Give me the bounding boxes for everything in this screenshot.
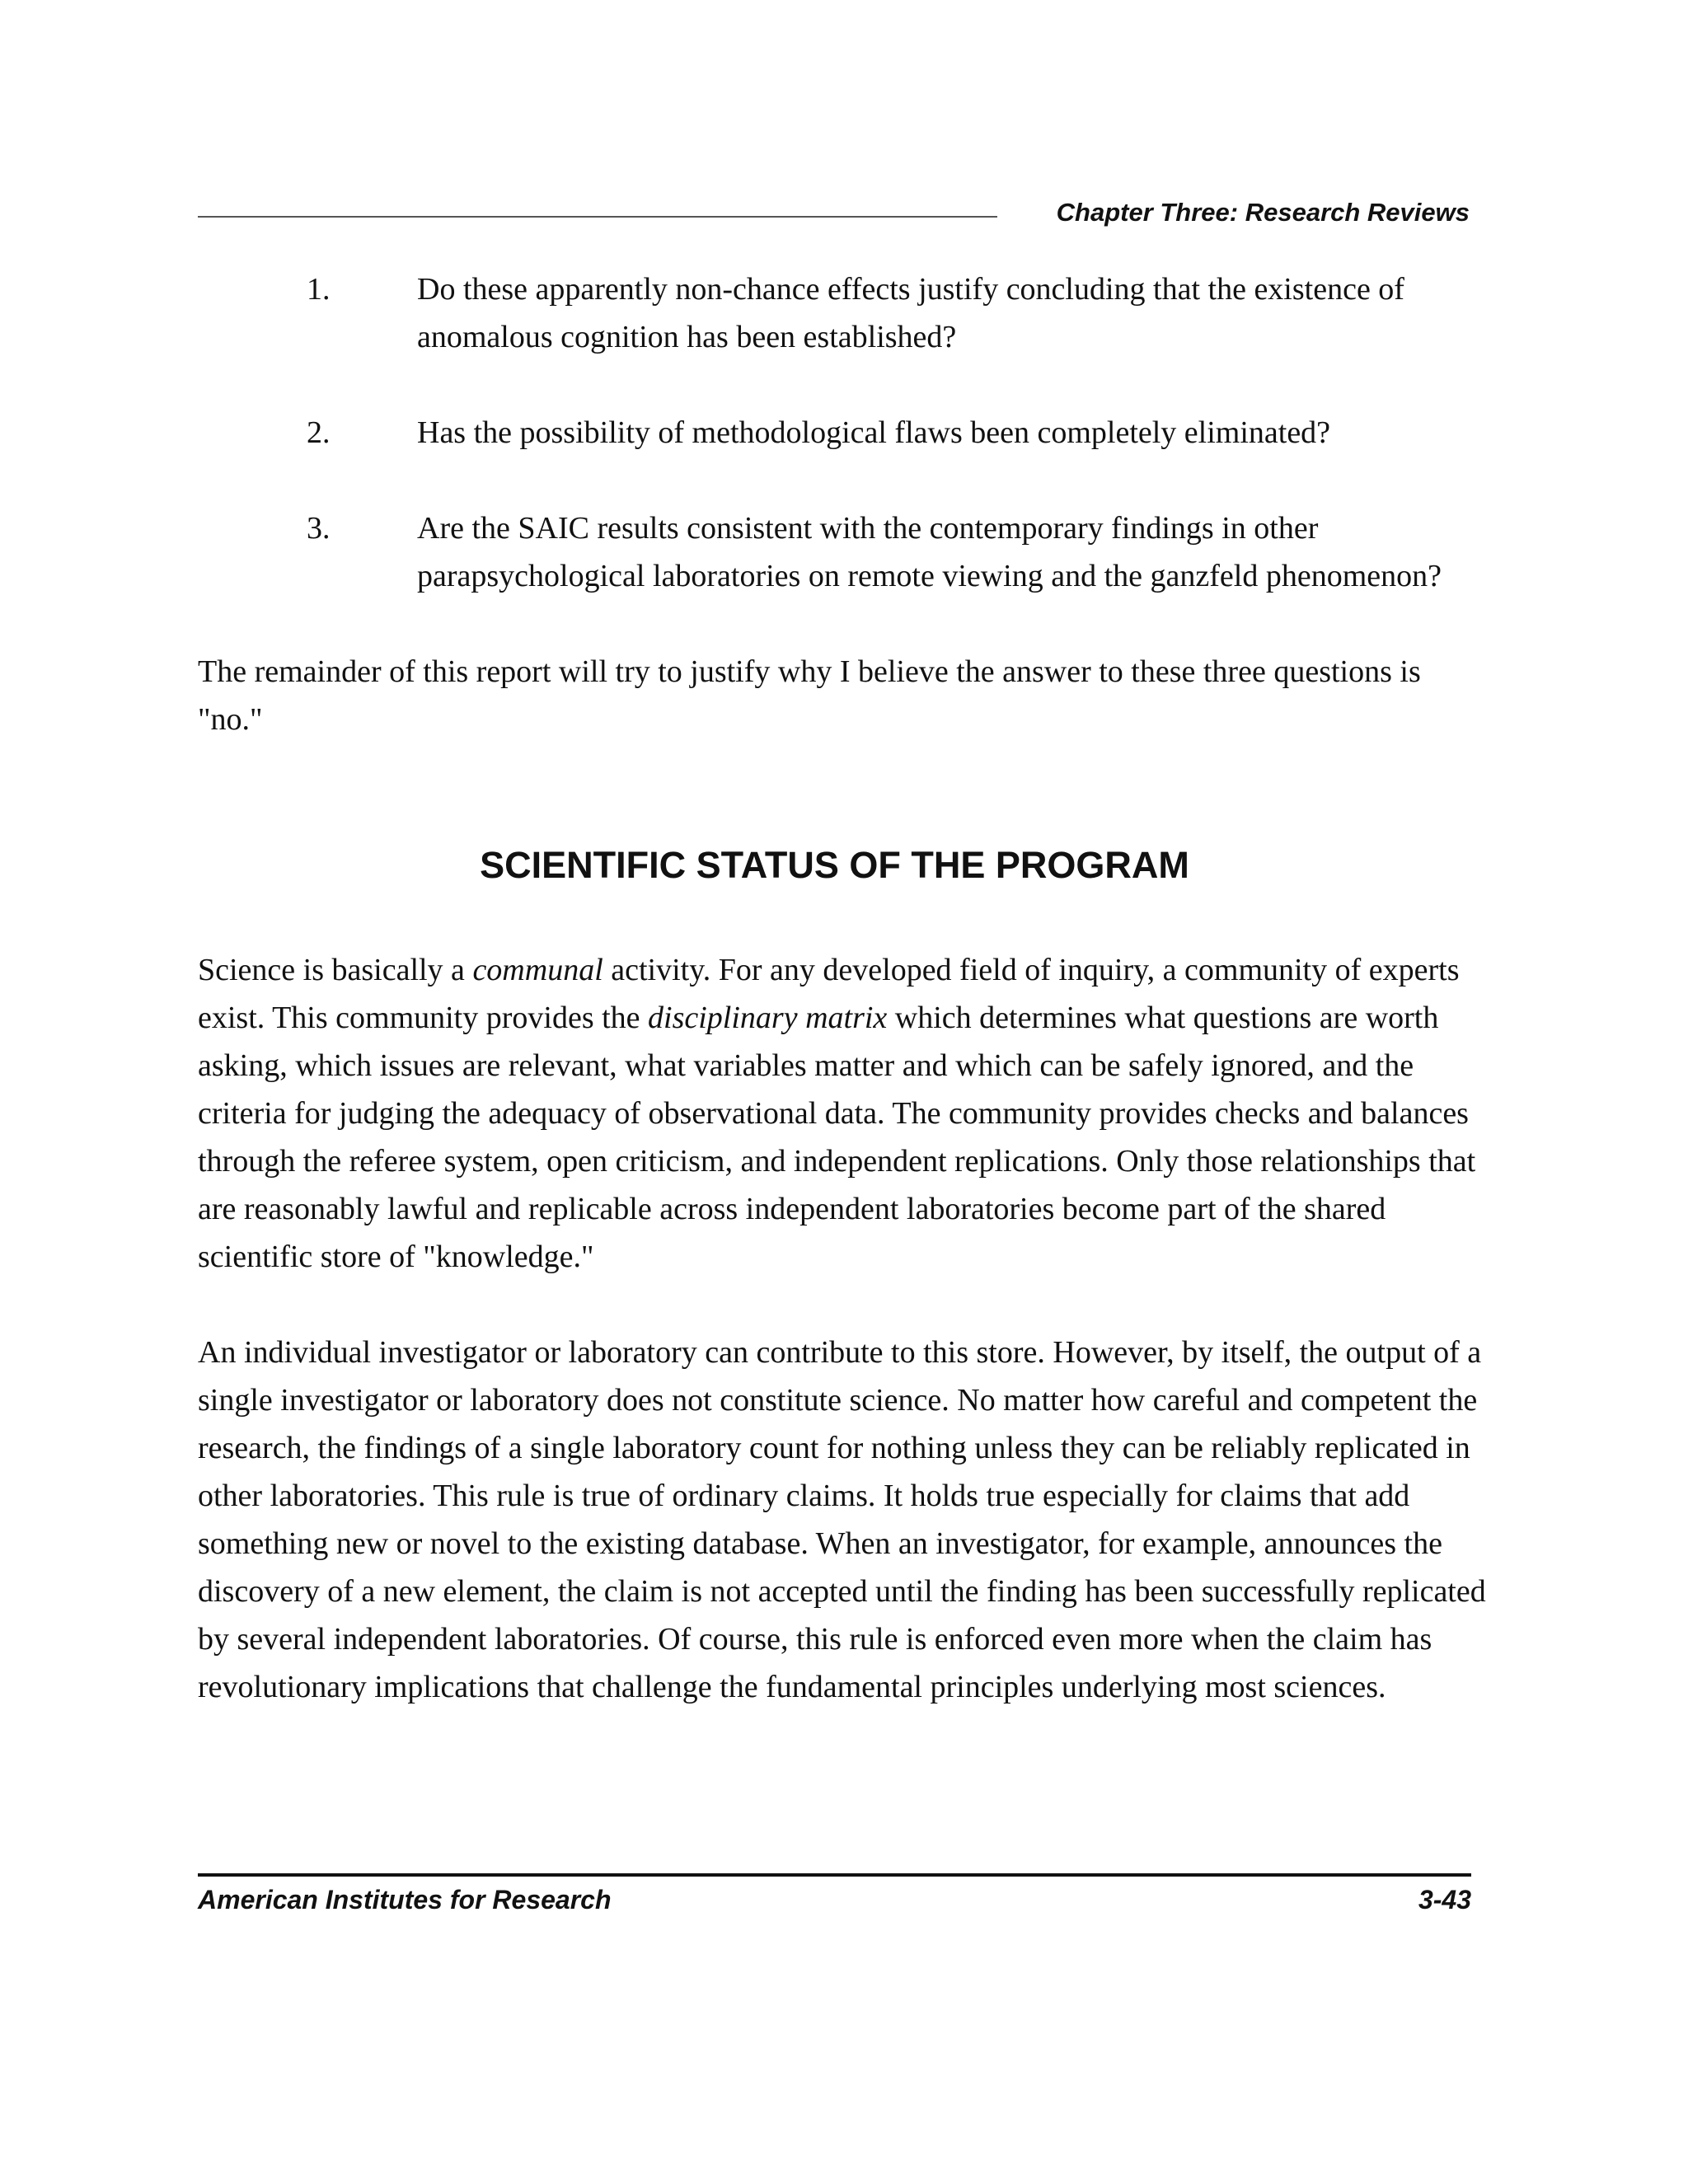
question-number: 3. (307, 511, 331, 546)
section-heading: SCIENTIFIC STATUS OF THE PROGRAM (480, 844, 1189, 886)
paragraph-scientific-community (198, 946, 1492, 1281)
question-text: Are the SAIC results consistent with the contemporary findings in other parapsychological laboratories on remote viewing and the ganzfeld phenomenon? (417, 511, 1442, 593)
header-rule (198, 216, 997, 218)
footer-page-number: 3-43 (1418, 1885, 1471, 1915)
paragraph-replication: An individual investigator or laboratory can contribute to this store. However, by itself, the output of a single investigator or laboratory does not constitute science. No matter how careful and competent the research, the findings of a single laboratory count for nothing unless they can be reliably replicated in other laboratories. This rule is true of ordinary claims. It holds true especially for claims that add something new or novel to the existing database. When an investigator, for example, announces the discovery of a new element, the claim is not accepted until the finding has been successfully replicated by several independent laboratories. Of course, this rule is enforced even more when the claim has revolutionary implications that challenge the fundamental principles underlying most sciences. (198, 1335, 1486, 1704)
intro-paragraph: The remainder of this report will try to justify why I believe the answer to these three questions is "no." (198, 654, 1421, 737)
emphasized-term-disciplinary-matrix: disciplinary matrix (648, 1001, 888, 1035)
paragraph-text-part: Science is basically a (198, 953, 473, 987)
footer-organization: American Institutes for Research (198, 1885, 612, 1915)
question-text: Has the possibility of methodological flaws been completely eliminated? (417, 415, 1331, 450)
question-number: 2. (307, 415, 331, 450)
emphasized-term-communal: communal (472, 953, 603, 987)
question-number: 1. (307, 272, 331, 307)
running-header-chapter-title: Chapter Three: Research Reviews (1056, 198, 1470, 227)
question-text: Do these apparently non-chance effects justify concluding that the existence of anomalous cognition has been established? (417, 272, 1404, 354)
paragraph-text-part: which determines what questions are worth asking, which issues are relevant, what variables matter and which can be safely ignored, and the criteria for judging the adequacy of observational data. The community provides checks and balances through the referee system, open criticism, and independent replications. Only those relationships that are reasonably lawful and replicable across independent laboratories become part of the shared scientific store of "knowledge." (198, 1001, 1476, 1274)
footer-rule (198, 1873, 1471, 1877)
paragraph-text-part: activity. For any developed field of inquiry, a community of experts exist. This community provides the (198, 953, 1460, 1035)
